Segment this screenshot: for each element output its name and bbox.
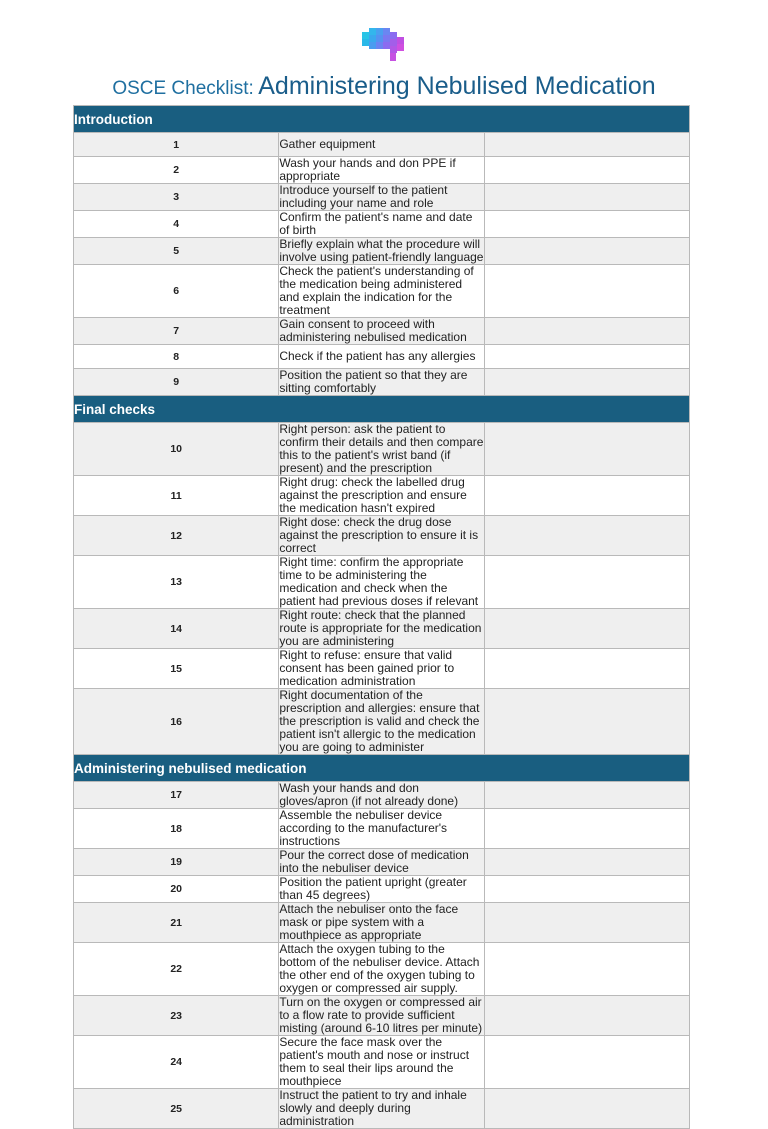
section-header bbox=[74, 396, 690, 423]
checklist-row bbox=[74, 345, 690, 369]
item-text: Instruct the patient to try and inhale slowly and deeply during administration bbox=[279, 1089, 484, 1129]
checklist-row bbox=[74, 849, 690, 876]
checkbox-cell[interactable] bbox=[484, 476, 689, 516]
checkbox-cell[interactable] bbox=[484, 133, 689, 157]
title-main: Administering Nebulised Medication bbox=[258, 72, 656, 100]
item-text: Check if the patient has any allergies bbox=[279, 345, 484, 369]
item-number: 24 bbox=[74, 1036, 279, 1089]
checkbox-cell[interactable] bbox=[484, 423, 689, 476]
checklist-row bbox=[74, 782, 690, 809]
item-text: Right person: ask the patient to confirm their details and then compare this to the patient's wrist band (if present) and the prescription bbox=[279, 422, 484, 475]
checkbox-cell[interactable] bbox=[484, 516, 689, 556]
item-number: 17 bbox=[74, 782, 279, 809]
item-text: Pour the correct dose of medication into the nebuliser device bbox=[279, 849, 484, 876]
item-text: Right time: confirm the appropriate time to be administering the medication and check when the patient had previous doses if relevant bbox=[279, 556, 484, 609]
page-title bbox=[0, 72, 768, 101]
item-number: 16 bbox=[74, 689, 279, 755]
item-text: Secure the face mask over the patient's mouth and nose or instruct them to seal their lips around the mouthpiece bbox=[279, 1036, 484, 1089]
checkbox-cell[interactable] bbox=[484, 649, 689, 689]
item-text: Briefly explain what the procedure will involve using patient-friendly language bbox=[279, 237, 484, 264]
section-title: Introduction bbox=[74, 106, 690, 133]
checkbox-cell[interactable] bbox=[484, 609, 689, 649]
item-number: 20 bbox=[74, 876, 279, 903]
item-number: 6 bbox=[74, 265, 279, 318]
checklist-row bbox=[74, 265, 690, 318]
checkbox-cell[interactable] bbox=[484, 211, 689, 238]
item-number: 15 bbox=[74, 649, 279, 689]
item-text: Position the patient upright (greater than 45 degrees) bbox=[279, 876, 484, 903]
checklist-row bbox=[74, 133, 690, 157]
checkbox-cell[interactable] bbox=[484, 157, 689, 184]
checklist-row bbox=[74, 903, 690, 943]
brain-logo-icon bbox=[360, 26, 408, 66]
item-number: 4 bbox=[74, 211, 279, 238]
item-number: 5 bbox=[74, 238, 279, 265]
item-number: 7 bbox=[74, 318, 279, 345]
item-text: Right route: check that the planned route is appropriate for the medication you are administering bbox=[279, 609, 484, 649]
checklist-table bbox=[73, 105, 690, 1129]
checklist-row bbox=[74, 996, 690, 1036]
section-header bbox=[74, 755, 690, 782]
checkbox-cell[interactable] bbox=[484, 265, 689, 318]
checkbox-cell[interactable] bbox=[484, 1036, 689, 1089]
item-text: Confirm the patient's name and date of birth bbox=[279, 211, 484, 238]
checklist-row bbox=[74, 516, 690, 556]
section-title: Final checks bbox=[74, 396, 690, 423]
title-prefix: OSCE Checklist: bbox=[112, 78, 254, 99]
checklist-row bbox=[74, 649, 690, 689]
checklist-row bbox=[74, 157, 690, 184]
item-text: Assemble the nebuliser device according to the manufacturer's instructions bbox=[279, 809, 484, 849]
item-text: Gain consent to proceed with administering nebulised medication bbox=[279, 318, 484, 345]
checklist-row bbox=[74, 609, 690, 649]
checklist-row bbox=[74, 689, 690, 755]
item-number: 3 bbox=[74, 184, 279, 211]
checklist-row bbox=[74, 1036, 690, 1089]
item-text: Right drug: check the labelled drug against the prescription and ensure the medication hasn't expired bbox=[279, 476, 484, 516]
item-text: Right dose: check the drug dose against the prescription to ensure it is correct bbox=[279, 516, 484, 556]
item-number: 23 bbox=[74, 996, 279, 1036]
checklist-row bbox=[74, 211, 690, 238]
item-number: 21 bbox=[74, 903, 279, 943]
checklist-row bbox=[74, 943, 690, 996]
item-text: Introduce yourself to the patient including your name and role bbox=[279, 184, 484, 211]
checkbox-cell[interactable] bbox=[484, 556, 689, 609]
checklist-row bbox=[74, 318, 690, 345]
checklist-row bbox=[74, 369, 690, 396]
section-title: Administering nebulised medication bbox=[74, 755, 690, 782]
checklist-row bbox=[74, 1089, 690, 1129]
item-text: Turn on the oxygen or compressed air to a flow rate to provide sufficient misting (around 6-10 litres per minute) bbox=[279, 996, 484, 1036]
item-text: Gather equipment bbox=[279, 133, 484, 157]
checkbox-cell[interactable] bbox=[484, 943, 689, 996]
item-number: 10 bbox=[74, 423, 279, 476]
item-number: 9 bbox=[74, 369, 279, 396]
checklist-row bbox=[74, 476, 690, 516]
item-text: Check the patient's understanding of the medication being administered and explain the indication for the treatment bbox=[279, 265, 484, 318]
item-text: Wash your hands and don PPE if appropriate bbox=[279, 157, 484, 184]
item-text: Right to refuse: ensure that valid consent has been gained prior to medication administration bbox=[279, 649, 484, 689]
checklist-row bbox=[74, 184, 690, 211]
checkbox-cell[interactable] bbox=[484, 369, 689, 396]
item-number: 13 bbox=[74, 556, 279, 609]
checkbox-cell[interactable] bbox=[484, 876, 689, 903]
checkbox-cell[interactable] bbox=[484, 238, 689, 265]
checklist-row bbox=[74, 876, 690, 903]
checkbox-cell[interactable] bbox=[484, 184, 689, 211]
item-text: Attach the nebuliser onto the face mask or pipe system with a mouthpiece as appropriate bbox=[279, 903, 484, 943]
item-number: 25 bbox=[74, 1089, 279, 1129]
checkbox-cell[interactable] bbox=[484, 318, 689, 345]
item-number: 22 bbox=[74, 943, 279, 996]
checkbox-cell[interactable] bbox=[484, 809, 689, 849]
item-number: 12 bbox=[74, 516, 279, 556]
checklist-row bbox=[74, 809, 690, 849]
item-text: Wash your hands and don gloves/apron (if not already done) bbox=[279, 782, 484, 809]
checkbox-cell[interactable] bbox=[484, 849, 689, 876]
checklist-row bbox=[74, 556, 690, 609]
checklist-row bbox=[74, 423, 690, 476]
item-number: 14 bbox=[74, 609, 279, 649]
section-header bbox=[74, 106, 690, 133]
checkbox-cell[interactable] bbox=[484, 782, 689, 809]
item-text: Right documentation of the prescription and allergies: ensure that the prescription is valid and check the patient isn't allergic to the medication you are going to administer bbox=[279, 689, 484, 755]
checkbox-cell[interactable] bbox=[484, 996, 689, 1036]
checkbox-cell[interactable] bbox=[484, 689, 689, 755]
item-number: 2 bbox=[74, 157, 279, 184]
item-number: 8 bbox=[74, 345, 279, 369]
checkbox-cell[interactable] bbox=[484, 903, 689, 943]
item-number: 11 bbox=[74, 476, 279, 516]
item-number: 19 bbox=[74, 849, 279, 876]
item-text: Attach the oxygen tubing to the bottom of the nebuliser device. Attach the other end of the oxygen tubing to oxygen or compressed air supply. bbox=[279, 943, 484, 996]
item-number: 18 bbox=[74, 809, 279, 849]
checkbox-cell[interactable] bbox=[484, 345, 689, 369]
item-text: Position the patient so that they are sitting comfortably bbox=[279, 369, 484, 396]
item-number: 1 bbox=[74, 133, 279, 157]
checklist-row bbox=[74, 238, 690, 265]
checkbox-cell[interactable] bbox=[484, 1089, 689, 1129]
